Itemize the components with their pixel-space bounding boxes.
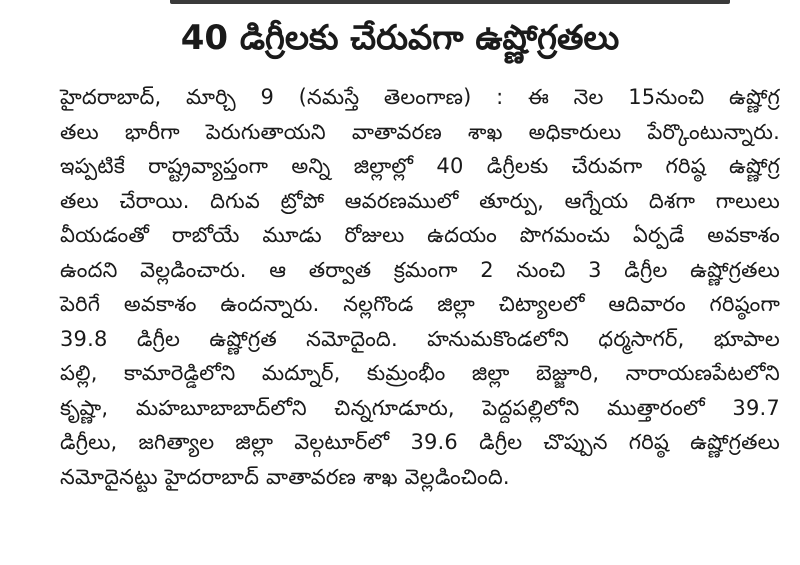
article-line: హైదరాబాద్, మార్చి 9 (నమస్తే తెలంగాణ) : ఈ నెల 15నుంచి ఉష్ణోగ్ర xyxy=(60,85,780,109)
article-line: 39.8 డిగ్రీల ఉష్ణోగ్రత నమోదైంది. హనుమకొండలోని ధర్మసాగర్, భూపాల xyxy=(60,326,780,351)
clipped-text-fragment xyxy=(170,0,730,4)
article-line: కృష్ణా, మహబూబాబాద్‌లోని చిన్నగూడూరు, పెద్దపల్లిలోని ముత్తారంలో 39.7 xyxy=(60,395,780,420)
article-body xyxy=(60,80,780,494)
article-line: తలు భారీగా పెరుగుతాయని వాతావరణ శాఖ అధికారులు పేర్కొంటున్నారు. xyxy=(60,119,780,144)
article-line: పల్లి, కామారెడ్డిలోని మద్నూర్, కుమ్రంభీం జిల్లా బెజ్జూరి, నారాయణపేటలోని xyxy=(60,361,780,385)
article-line: వీయడంతో రాబోయే మూడు రోజులు ఉదయం పొగమంచు ఏర్పడే అవకాశం xyxy=(60,223,780,247)
article-line: పెరిగే అవకాశం ఉందన్నారు. నల్లగొండ జిల్లా చిట్యాలలో ఆదివారం గరిష్ఠంగా xyxy=(60,292,780,316)
headline: 40 డిగ్రీలకు చేరువగా ఉష్ణోగ్రతలు xyxy=(180,18,620,58)
article-line: ఉందని వెల్లడించారు. ఆ తర్వాత క్రమంగా 2 నుంచి 3 డిగ్రీల ఉష్ణోగ్రతలు xyxy=(60,257,780,282)
article-line: ఇప్పటికే రాష్ట్రవ్యాప్తంగా అన్ని జిల్లాల్లో 40 డిగ్రీలకు చేరువగా గరిష్ఠ ఉష్ణోగ్ర xyxy=(60,154,780,178)
article-line: నమోదైనట్టు హైదరాబాద్ వాతావరణ శాఖ వెల్లడించింది. xyxy=(60,464,510,489)
article-line: డిగ్రీలు, జగిత్యాల జిల్లా వెల్గటూర్‌లో 39.6 డిగ్రీల చొప్పున గరిష్ఠ ఉష్ణోగ్రతలు xyxy=(60,430,780,454)
article-line: తలు చేరాయి. దిగువ ట్రోపో ఆవరణములో తూర్పు, ఆగ్నేయ దిశగా గాలులు xyxy=(60,188,780,213)
clipped-previous-line xyxy=(0,0,800,6)
